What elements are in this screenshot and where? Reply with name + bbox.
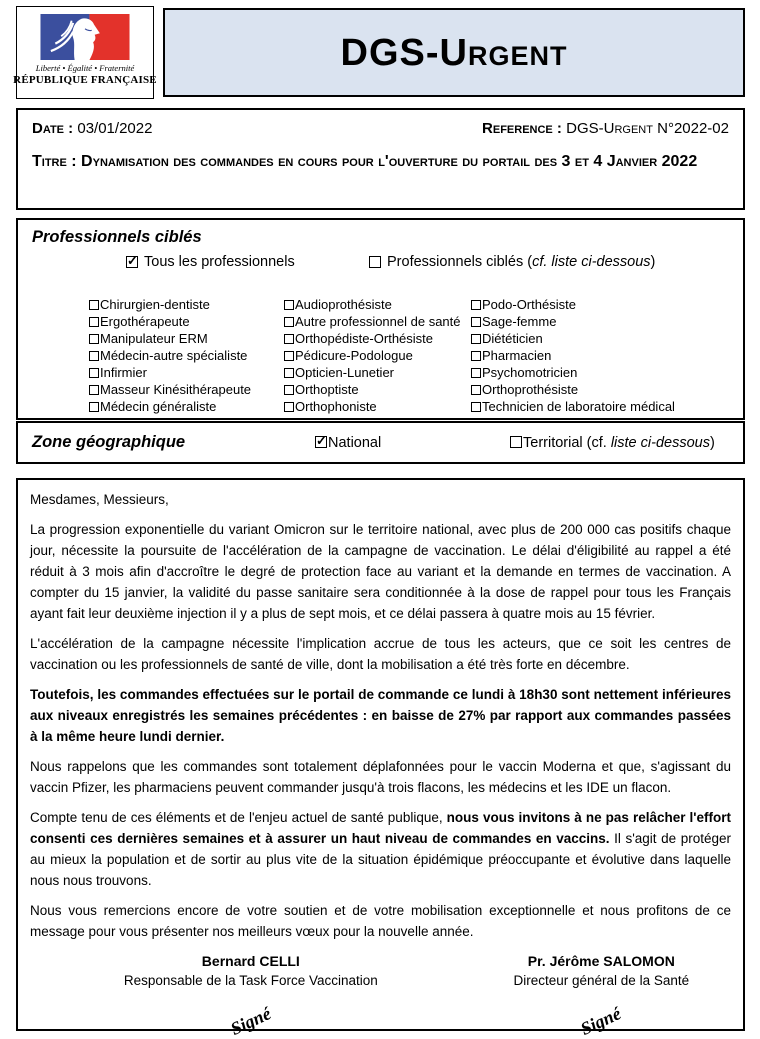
profession-item bbox=[284, 296, 471, 313]
text-run: Professionnels ciblés ( bbox=[387, 254, 533, 270]
text-run: Compte tenu de ces éléments et de l'enjeu actuel de santé publique, bbox=[30, 810, 447, 825]
body-paragraph bbox=[30, 807, 731, 891]
profession-label: Infirmier bbox=[100, 365, 147, 380]
profession-label: Manipulateur ERM bbox=[100, 331, 208, 346]
body-paragraph bbox=[30, 756, 731, 798]
text-run: Toutefois, les commandes effectuées sur le portail de commande ce lundi à 18h30 sont nettement inférieures aux niveaux enregistrés les semaines précédentes : en baisse de 27% par rapport aux commandes passées à la même heure lundi dernier. bbox=[30, 687, 731, 744]
profession-checkbox-icon[interactable] bbox=[89, 317, 99, 327]
profession-label: Pédicure-Podologue bbox=[295, 348, 413, 363]
profession-item bbox=[89, 347, 284, 364]
text-run: L'accélération de la campagne nécessite l'implication accrue de tous les acteurs, que ce soit les centres de vaccination ou les professionnels de santé de ville, dont la mobilisation a été très forte en décembre. bbox=[30, 636, 731, 672]
signature-signed-mark: Signé bbox=[577, 1003, 625, 1039]
text-run: Mesdames, Messieurs, bbox=[30, 492, 169, 507]
option-national bbox=[315, 435, 510, 451]
text-run: Il s'agit de protéger au mieux la population et de sortir au plus vite de la situation épidémique préoccupante et évolutive dans laquelle nous nous trouvons. bbox=[30, 831, 731, 888]
profession-item bbox=[284, 330, 471, 347]
date-value: 03/01/2022 bbox=[77, 120, 153, 137]
banner-title: DGS-Urgent bbox=[340, 31, 568, 74]
profession-checkbox-icon[interactable] bbox=[284, 385, 294, 395]
option-national-label: National bbox=[328, 434, 382, 451]
profession-item bbox=[284, 347, 471, 364]
option-tous-les-professionnels-label: Tous les professionnels bbox=[144, 254, 295, 270]
option-territorial-label bbox=[523, 435, 715, 451]
option-tous-les-professionnels bbox=[126, 254, 369, 270]
body-paragraphs bbox=[30, 489, 731, 942]
profession-label: Chirurgien-dentiste bbox=[100, 297, 210, 312]
profession-checkbox-icon[interactable] bbox=[284, 402, 294, 412]
text-run: cf. liste ci-dessous bbox=[532, 254, 651, 270]
text-run: Nous vous remercions encore de votre soutien et de votre mobilisation exceptionnelle et nous profitons de ce message pour vous présenter nos meilleurs vœux pour la nouvelle année. bbox=[30, 903, 731, 939]
zone-heading: Zone géographique bbox=[32, 433, 186, 451]
profession-checkbox-icon[interactable] bbox=[89, 402, 99, 412]
profession-item bbox=[284, 381, 471, 398]
text-run: Nous rappelons que les commandes sont totalement déplafonnées pour le vaccin Moderna et que, s'agissant du vaccin Pfizer, les pharmaciens peuvent commander jusqu'à trois flacons, les médecins et les IDE un flacon. bbox=[30, 759, 731, 795]
profession-label: Orthophoniste bbox=[295, 399, 377, 414]
profession-checkbox-icon[interactable] bbox=[89, 368, 99, 378]
body-paragraph bbox=[30, 900, 731, 942]
republic-logo bbox=[13, 6, 157, 99]
text-run: ) bbox=[709, 434, 715, 451]
signature-role: Responsable de la Task Force Vaccination bbox=[123, 973, 378, 988]
logo-republic-name: RÉPUBLIQUE FRANÇAISE bbox=[13, 74, 157, 86]
profession-checkbox-icon[interactable] bbox=[471, 351, 481, 361]
profession-label: Ergothérapeute bbox=[100, 314, 190, 329]
profession-checkbox-icon[interactable] bbox=[471, 334, 481, 344]
profession-label: Orthoprothésiste bbox=[482, 382, 579, 397]
profession-item bbox=[284, 364, 471, 381]
professions-column-3 bbox=[471, 296, 675, 415]
profession-checkbox-icon[interactable] bbox=[471, 402, 481, 412]
checkbox-national-icon[interactable] bbox=[315, 436, 327, 448]
option-professionnels-cibles bbox=[369, 254, 655, 270]
body-paragraph bbox=[30, 684, 731, 747]
profession-item bbox=[471, 347, 675, 364]
profession-checkbox-icon[interactable] bbox=[471, 300, 481, 310]
dgs-banner bbox=[163, 8, 745, 97]
profession-item bbox=[471, 313, 675, 330]
profession-checkbox-icon[interactable] bbox=[284, 317, 294, 327]
date-label: Date : bbox=[32, 120, 74, 137]
profession-item bbox=[471, 381, 675, 398]
profession-label: Technicien de laboratoire médical bbox=[482, 399, 675, 414]
profession-item bbox=[284, 313, 471, 330]
professions-column-1 bbox=[89, 296, 284, 415]
profession-checkbox-icon[interactable] bbox=[471, 368, 481, 378]
checkbox-tous-les-professionnels-icon[interactable] bbox=[126, 256, 138, 268]
profession-label: Médecin généraliste bbox=[100, 399, 217, 414]
profession-checkbox-icon[interactable] bbox=[284, 368, 294, 378]
profession-checkbox-icon[interactable] bbox=[89, 351, 99, 361]
text-run: ) bbox=[650, 254, 656, 270]
professions-grid bbox=[89, 296, 729, 415]
profession-item bbox=[89, 381, 284, 398]
professionals-section bbox=[16, 218, 745, 420]
reference-line bbox=[482, 120, 729, 137]
profession-item bbox=[89, 313, 284, 330]
profession-item bbox=[471, 330, 675, 347]
zone-section bbox=[16, 421, 745, 464]
profession-item bbox=[89, 296, 284, 313]
signatures bbox=[30, 951, 731, 1039]
profession-label: Autre professionnel de santé bbox=[295, 314, 461, 329]
profession-label: Pharmacien bbox=[482, 348, 552, 363]
logo-motto: Liberté • Égalité • Fraternité bbox=[35, 63, 135, 73]
signature-role: Directeur général de la Santé bbox=[513, 973, 690, 988]
profession-checkbox-icon[interactable] bbox=[89, 300, 99, 310]
profession-label: Diététicien bbox=[482, 331, 543, 346]
profession-item bbox=[284, 398, 471, 415]
profession-item bbox=[89, 364, 284, 381]
professions-column-2 bbox=[284, 296, 471, 415]
profession-label: Masseur Kinésithérapeute bbox=[100, 382, 252, 397]
profession-item bbox=[471, 398, 675, 415]
signature-block-left bbox=[30, 951, 472, 1039]
option-professionnels-cibles-label bbox=[387, 254, 655, 270]
profession-label: Sage-femme bbox=[482, 314, 557, 329]
professionals-options bbox=[32, 254, 729, 270]
profession-checkbox-icon[interactable] bbox=[471, 385, 481, 395]
profession-checkbox-icon[interactable] bbox=[89, 385, 99, 395]
marianne-flag-icon bbox=[39, 14, 131, 60]
profession-checkbox-icon[interactable] bbox=[284, 334, 294, 344]
reference-label: Reference : bbox=[482, 120, 562, 137]
text-run: La progression exponentielle du variant Omicron sur le territoire national, avec plus de 200 000 cas positifs chaque jour, nécessite la poursuite de l'accélération de la campagne de vaccination. Le délai d'éligibilité au rappel a été réduit à 3 mois afin d'accroître le degré de protection face au variant et la demande en termes de vaccination. A compter du 15 janvier, la validité du passe sanitaire sera conditionnée à la dose de rappel pour tous les Français ayant fait leur deuxième injection il y a plus de sept mois, et ce délai passera à quatre mois au 15 février. bbox=[30, 522, 731, 621]
document-title: Titre : Dynamisation des commandes en cours pour l'ouverture du portail des 3 et 4 Janvier 2022 bbox=[32, 153, 698, 170]
body-paragraph bbox=[30, 633, 731, 675]
checkbox-professionnels-cibles-icon[interactable] bbox=[369, 256, 381, 268]
profession-checkbox-icon[interactable] bbox=[284, 300, 294, 310]
body-paragraph bbox=[30, 489, 731, 510]
profession-item bbox=[471, 364, 675, 381]
profession-checkbox-icon[interactable] bbox=[471, 317, 481, 327]
text-run: liste ci-dessous bbox=[610, 434, 710, 451]
signature-block-right bbox=[472, 951, 731, 1039]
profession-label: Psychomotricien bbox=[482, 365, 578, 380]
meta-section bbox=[16, 108, 745, 210]
checkbox-territorial-icon[interactable] bbox=[510, 436, 522, 448]
profession-item bbox=[89, 330, 284, 347]
date-line bbox=[32, 120, 152, 137]
signature-name: Pr. Jérôme SALOMON bbox=[527, 953, 675, 969]
professionals-heading: Professionnels ciblés bbox=[32, 228, 202, 246]
body-paragraph bbox=[30, 519, 731, 624]
signature-signed-mark: Signé bbox=[227, 1003, 274, 1039]
profession-label: Podo-Orthésiste bbox=[482, 297, 576, 312]
option-territorial bbox=[510, 435, 715, 451]
text-run: nous vous invitons à ne pas relâcher l'effort consenti ces dernières semaines et à assurer un haut niveau de commandes en vaccins. bbox=[30, 810, 732, 846]
profession-item bbox=[89, 398, 284, 415]
profession-checkbox-icon[interactable] bbox=[284, 351, 294, 361]
profession-label: Audioprothésiste bbox=[295, 297, 392, 312]
profession-label: Orthopédiste-Orthésiste bbox=[295, 331, 434, 346]
body-section bbox=[16, 478, 745, 1039]
profession-checkbox-icon[interactable] bbox=[89, 334, 99, 344]
profession-item bbox=[471, 296, 675, 313]
profession-label: Médecin-autre spécialiste bbox=[100, 348, 248, 363]
profession-label: Opticien-Lunetier bbox=[295, 365, 394, 380]
reference-value: DGS-Urgent N°2022-02 bbox=[566, 120, 729, 137]
text-run: Territorial (cf. bbox=[523, 434, 611, 451]
signature-name: Bernard CELLI bbox=[201, 953, 300, 969]
profession-label: Orthoptiste bbox=[295, 382, 359, 397]
